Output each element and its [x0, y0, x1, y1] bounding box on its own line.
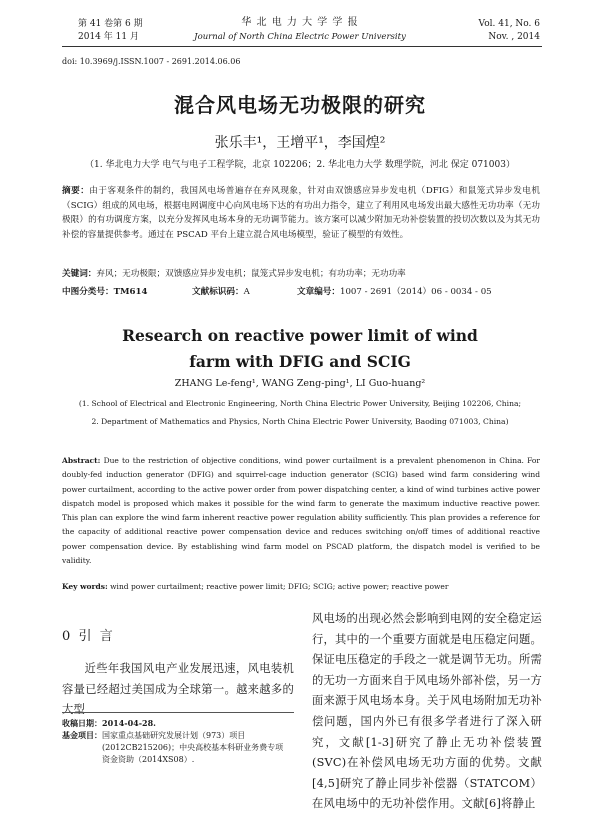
- en-title-line-2: farm with DFIG and SCIG: [189, 352, 411, 371]
- footnote-fund-line-3: 资金资助（2014XS08）.: [102, 755, 195, 764]
- journal-name-cn: 华 北 电 力 大 学 学 报: [241, 17, 359, 28]
- clc-number: [62, 285, 147, 297]
- cn-abstract-text: 由于客观条件的制约，我国风电场普遍存在弃风现象，针对由双馈感应异步发电机（DFIG）和鼠笼式异步发电机（SCIG）组成的风电场，根据电网调度中心向风电场下达的有功出力指令，建立了利用风电场发出最大感性无功功率（无功极限）的有功调度方案，以充分发挥风电场本身的无功调节能力。该方案可以减少附加无功补偿装置的投切次数以及为其无功补偿的容量提供参考。通过在 PSCAD 平台上建立混合风电场模型，验证了模型的有效性。: [62, 186, 540, 240]
- en-title-line-1: Research on reactive power limit of wind: [122, 326, 478, 345]
- footnote: [62, 717, 294, 766]
- article-id-value: 1007 - 2691（2014）06 - 0034 - 05: [339, 287, 492, 297]
- cn-keywords-text: 弃风；无功极限；双馈感应异步发电机；鼠笼式异步发电机；有功功率；无功功率: [96, 269, 406, 279]
- left-column-body: 近些年我国风电产业发展迅速，风电装机容量已经超过美国成为全球第一。越来越多的大型: [62, 662, 294, 717]
- clc-label: 中图分类号：: [62, 287, 114, 297]
- en-keywords: [62, 582, 540, 591]
- en-keywords-label: Key words:: [62, 582, 108, 591]
- en-authors: ZHANG Le-feng¹, WANG Zeng-ping¹, LI Guo-huang²: [174, 378, 426, 389]
- journal-name-en: Journal of North China Electric Power University: [194, 32, 406, 42]
- doi: doi: 10.3969/j.ISSN.1007 - 2691.2014.06.06: [62, 57, 241, 66]
- cn-abstract-label: 摘要：: [62, 186, 90, 196]
- document-code-value: A: [243, 287, 250, 297]
- header-rule: [62, 46, 542, 47]
- cn-keywords-label: 关键词：: [62, 269, 97, 279]
- journal-date: 2014 年 11 月: [78, 32, 139, 42]
- right-column-body: 风电场的出现必然会影响到电网的安全稳定运行，其中的一个重要方面就是电压稳定问题。保证电压稳定的手段之一就是调节无功。所需的无功一方面来自于风电场外部补偿，另一方面来源于风电场本身。关于风电场附加无功补偿问题，国内外已有很多学者进行了深入研究，文献[1-3]研究了静止无功补偿装置(SVC)在补偿风电场无功方面的优势。文献[4,5]研究了静止同步补偿器（STATCOM）在风电场中的无功补偿作用。文献[6]将静止: [312, 612, 542, 811]
- journal-volume: 第 41 卷第 6 期: [78, 19, 143, 29]
- en-abstract: [62, 454, 540, 568]
- footnote-fund: [62, 729, 294, 742]
- cn-affiliation: （1. 华北电力大学 电气与电子工程学院，北京 102206；2. 华北电力大学 数理学院，河北 保定 071003）: [85, 160, 515, 170]
- en-keywords-text: wind power curtailment; reactive power limit; DFIG; SCIG; active power; reactive power: [110, 582, 449, 591]
- en-abstract-label: Abstract:: [62, 456, 101, 465]
- journal-volume-en: Vol. 41, No. 6: [478, 19, 540, 29]
- section-heading: 0 引 言: [62, 629, 113, 644]
- cn-title: 混合风电场无功极限的研究: [174, 93, 426, 117]
- document-code: [192, 285, 250, 297]
- article-id-label: 文章编号：: [297, 287, 340, 297]
- en-abstract-text: Due to the restriction of objective conditions, wind power curtailment is a prevalent phenomenon in China. For doubly-fed induction generator (DFIG) and squirrel-cage induction generator (SCIG) based wind farm considering wind power curtailment, according to the active power order from power dispatching center, a kind of wind turbines active power dispatch model is proposed which makes it possible for the wind farm to generate the maximum inductive reactive power. This plan can explore the wind farm inherent reactive power regulation ability sufficiently. This plan provides a reference for the capacity of additional reactive power compensation device and reduces switching on/off times of additional reactive power compensation device. By establishing wind farm model on PSCAD platform, the dispatch model is verified to be validity.: [62, 456, 540, 566]
- cn-abstract: [62, 184, 540, 242]
- clc-value: TM614: [113, 287, 148, 297]
- en-affiliation-line-2: 2. Department of Mathematics and Physics, North China Electric Power University, Baoding 071003, China): [91, 417, 509, 426]
- article-id: [297, 285, 492, 297]
- footnote-received: 收稿日期：2014-04-28.: [62, 718, 156, 728]
- en-affiliation-line-1: (1. School of Electrical and Electronic Engineering, North China Electric Power University, Beijing 102206, China;: [78, 399, 522, 408]
- cn-keywords: [62, 267, 540, 279]
- footnote-fund-line-1: 国家重点基础研究发展计划（973）项目: [102, 731, 246, 740]
- footnote-rule: [62, 712, 294, 713]
- cn-authors: 张乐丰¹，王增平¹，李国煌²: [214, 135, 386, 151]
- document-code-label: 文献标识码：: [192, 287, 244, 297]
- footnote-fund-line-2: (2012CB215206)；中央高校基本科研业务费专项: [102, 743, 284, 752]
- footnote-fund-label: 基金项目：: [62, 730, 102, 740]
- journal-date-en: Nov. , 2014: [488, 32, 540, 42]
